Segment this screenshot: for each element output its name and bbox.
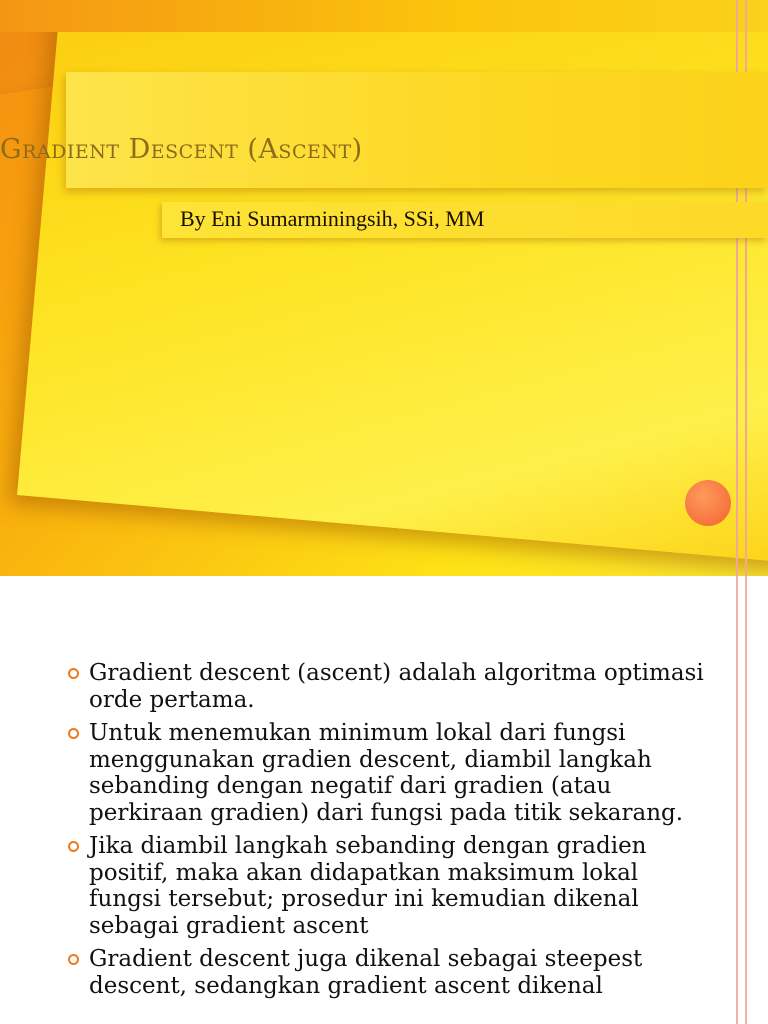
circle-bullet-icon xyxy=(68,954,79,965)
circle-bullet-icon xyxy=(68,841,79,852)
frame-line-left xyxy=(736,576,738,1024)
content-slide xyxy=(0,576,768,1024)
bullet-text: Gradient descent juga dikenal sebagai steepest descent, sedangkan gradient ascent dikenal xyxy=(89,946,643,999)
orange-circle-decoration xyxy=(685,480,731,526)
circle-bullet-icon xyxy=(68,728,79,739)
list-item xyxy=(66,720,716,826)
bullet-text: Jika diambil langkah sebanding dengan gradien positif, maka akan didapatkan maksimum lokal fungsi tersebut; prosedur ini kemudian dikenal sebagai gradient ascent xyxy=(89,833,647,939)
list-item xyxy=(66,833,716,939)
list-item xyxy=(66,660,716,713)
bullet-list xyxy=(66,660,716,1006)
slide-subtitle: By Eni Sumarminingsih, SSi, MM xyxy=(180,206,485,231)
title-banner xyxy=(66,72,768,188)
frame-line-right xyxy=(745,576,747,1024)
circle-bullet-icon xyxy=(68,668,79,679)
slide-title: Gradient Descent (Ascent) xyxy=(0,134,363,165)
bullet-text: Untuk menemukan minimum lokal dari fungsi menggunakan gradien descent, diambil langkah sebanding dengan negatif dari gradien (atau perkiraan gradien) dari fungsi pada titik sekarang. xyxy=(89,720,684,826)
list-item xyxy=(66,946,716,999)
bullet-text: Gradient descent (ascent) adalah algoritma optimasi orde pertama. xyxy=(89,660,704,713)
background-top-strip xyxy=(0,0,768,32)
